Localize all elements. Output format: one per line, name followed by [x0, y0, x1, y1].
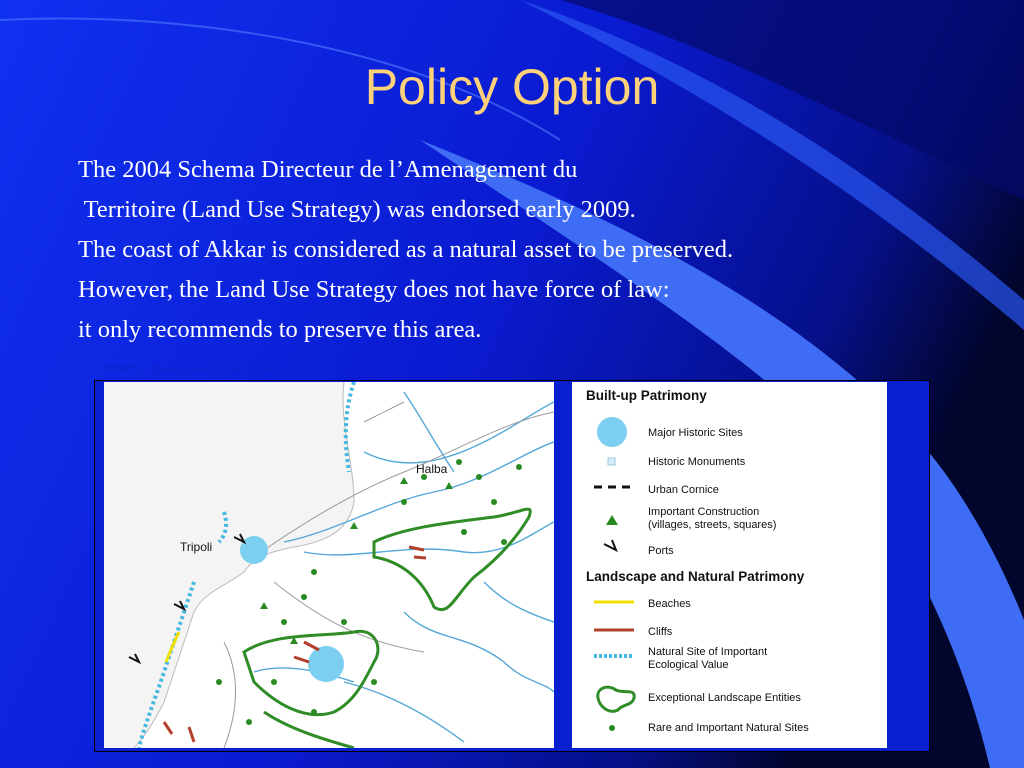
map-image [104, 382, 554, 748]
body-line: The 2004 Schema Directeur de l’Amenagement du [78, 156, 578, 183]
map-drawing [104, 382, 554, 748]
figure-caption: NPMPLT Natural and Cultural Sites [104, 361, 281, 375]
body-line: However, the Land Use Strategy does not have force of law: [78, 276, 670, 303]
port-icon [602, 538, 624, 554]
ecological-site-icon [592, 652, 636, 660]
beach-icon [592, 598, 636, 606]
body-text [78, 150, 1008, 350]
map-label-tripoli: Tripoli [180, 540, 213, 554]
legend-item-label: Cliffs [648, 626, 673, 638]
major-historic-site-icon [594, 416, 634, 448]
legend-section-landscape: Landscape and Natural Patrimony [586, 569, 805, 584]
legend-item-label: Major Historic Sites [648, 427, 743, 439]
body-line: The coast of Akkar is considered as a natural asset to be preserved. [78, 236, 734, 263]
legend-item-label: Important Construction (villages, streets, squares) [648, 506, 777, 531]
body-line: it only recommends to preserve this area. [78, 316, 482, 343]
legend-item-label: Beaches [648, 598, 691, 610]
legend-item-label: Natural Site of Important Ecological Value [648, 646, 768, 671]
legend-item-label: Urban Cornice [648, 484, 719, 496]
body-line: Territoire (Land Use Strategy) was endorsed early 2009. [78, 196, 636, 223]
landscape-entity-icon [592, 682, 640, 714]
natural-site-icon [608, 724, 616, 732]
legend-item-label: Rare and Important Natural Sites [648, 722, 809, 734]
legend-section-built-up: Built-up Patrimony [586, 388, 707, 403]
legend-item-label: Exceptional Landscape Entities [648, 692, 801, 704]
cliff-icon [592, 626, 636, 634]
map-label-halba: Halba [416, 462, 448, 476]
urban-cornice-icon [592, 482, 636, 492]
legend-item-label: Historic Monuments [648, 456, 746, 468]
important-construction-icon [605, 514, 619, 526]
map-legend [572, 382, 887, 748]
slide-title: Policy Option [364, 59, 660, 115]
historic-monument-icon [606, 456, 618, 468]
legend-item-label: Ports [648, 545, 674, 557]
